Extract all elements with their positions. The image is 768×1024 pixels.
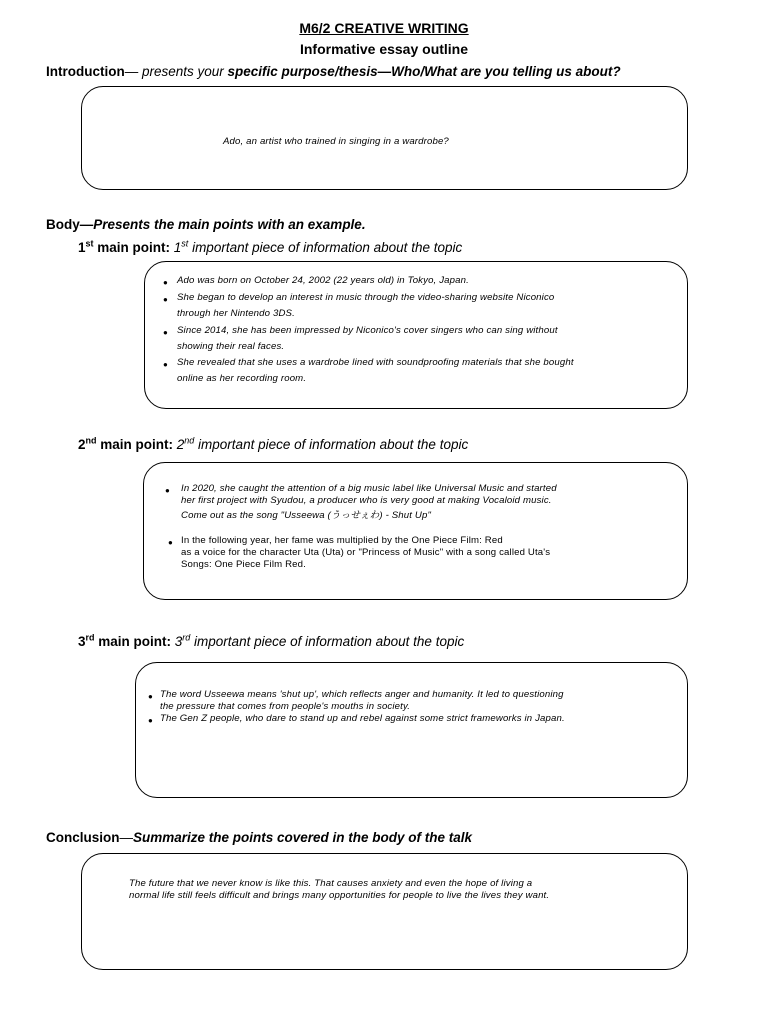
point3-bullet-1: ● — [148, 692, 153, 701]
point2-num: 2 — [78, 436, 86, 452]
point1-bullet3-line-2: showing their real faces. — [177, 341, 285, 352]
point2-desc-num: 2 — [176, 436, 185, 452]
point2-bullet1-line-1: In 2020, she caught the attention of a big music label like Universal Music and started — [181, 483, 557, 494]
point3-bullet-2: ● — [148, 716, 153, 725]
point2-heading — [78, 435, 468, 452]
point2-bullet2-line-1: In the following year, her fame was multiplied by the One Piece Film: Red — [181, 535, 503, 546]
point2-desc-sup: nd — [184, 435, 195, 445]
point2-bullet-1: ● — [165, 486, 170, 495]
point1-bullet2-line-1: She began to develop an interest in music through the video-sharing website Niconico — [177, 292, 555, 303]
point1-bullet2-line-2: through her Nintendo 3DS. — [177, 308, 295, 319]
intro-heading — [46, 64, 621, 79]
point1-label: main point: — [93, 239, 174, 255]
conclusion-box — [81, 853, 688, 970]
point3-desc-sup: rd — [182, 632, 191, 642]
conclusion-label: Conclusion — [46, 830, 120, 845]
point1-bullet1-line-1: Ado was born on October 24, 2002 (22 years old) in Tokyo, Japan. — [177, 275, 469, 286]
point2-sup: nd — [85, 435, 97, 445]
point2-desc: important piece of information about the topic — [194, 436, 469, 452]
point3-heading — [78, 632, 464, 649]
intro-answer: Ado, an artist who trained in singing in a wardrobe? — [223, 136, 449, 147]
point3-num: 3 — [78, 633, 86, 649]
point3-line-1: The word Usseewa means 'shut up', which reflects anger and humanity. It led to questioning — [160, 689, 564, 700]
point2-bullet1-line-3: Come out as the song "Usseewa (うっせぇわ) - Shut Up" — [181, 510, 432, 521]
point2-bullet-2: ● — [168, 538, 173, 547]
point1-sup: st — [85, 238, 94, 248]
body-desc: Presents the main points with an example. — [93, 217, 366, 232]
point2-bullet2-line-3: Songs: One Piece Film Red. — [181, 559, 306, 570]
point1-desc-num: 1 — [173, 239, 182, 255]
intro-label: Introduction — [46, 64, 125, 79]
point3-sup: rd — [85, 632, 95, 642]
point1-bullet-1: ● — [163, 278, 168, 287]
point3-desc-num: 3 — [174, 633, 183, 649]
point1-heading — [78, 238, 462, 255]
point3-line-3: The Gen Z people, who dare to stand up and rebel against some strict frameworks in Japan. — [160, 713, 565, 724]
intro-desc-a: presents your — [138, 64, 228, 79]
point2-bullet2-line-2: as a voice for the character Uta (Uta) or "Princess of Music" with a song called Uta's — [181, 547, 551, 558]
document-subtitle: Informative essay outline — [299, 41, 469, 57]
point1-bullet-2: ● — [163, 295, 168, 304]
intro-desc-b: specific purpose/thesis—Who/What are you telling us about? — [227, 64, 621, 79]
point1-bullet4-line-2: online as her recording room. — [177, 373, 307, 384]
conclusion-dash: — — [119, 830, 133, 845]
point3-label: main point: — [94, 633, 175, 649]
intro-dash: — — [124, 64, 139, 79]
point1-desc-sup: st — [181, 238, 189, 248]
conclusion-line-2: normal life still feels difficult and brings many opportunities for people to live the lives they want. — [129, 890, 550, 901]
point2-label: main point: — [96, 436, 177, 452]
conclusion-line-1: The future that we never know is like this. That causes anxiety and even the hope of living a — [129, 878, 533, 889]
point1-desc: important piece of information about the topic — [188, 239, 463, 255]
point1-bullet3-line-1: Since 2014, she has been impressed by Niconico's cover singers who can sing without — [177, 325, 558, 336]
point1-num: 1 — [78, 239, 86, 255]
conclusion-heading — [46, 830, 472, 845]
point1-bullet-3: ● — [163, 328, 168, 337]
document-title: M6/2 CREATIVE WRITING — [299, 20, 469, 36]
point3-line-2: the pressure that comes from people's mouths in society. — [160, 701, 411, 712]
conclusion-desc: Summarize the points covered in the body of the talk — [133, 830, 473, 845]
point3-box — [135, 662, 688, 798]
point1-bullet4-line-1: She revealed that she uses a wardrobe lined with soundproofing materials that she bought — [177, 357, 574, 368]
point3-desc: important piece of information about the topic — [190, 633, 465, 649]
body-label: Body— — [46, 217, 94, 232]
point1-bullet-4: ● — [163, 360, 168, 369]
body-heading — [46, 217, 366, 232]
point2-bullet1-line-2: her first project with Syudou, a producer who is very good at making Vocaloid music. — [181, 495, 552, 506]
